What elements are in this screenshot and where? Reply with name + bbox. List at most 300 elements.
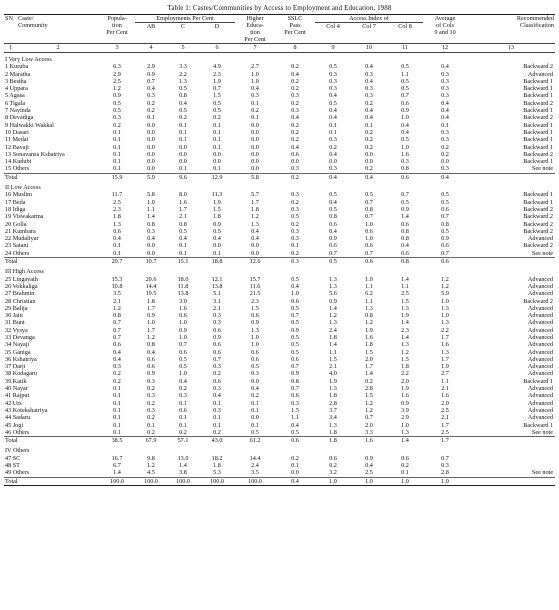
value-cell: 0.6 xyxy=(291,297,299,305)
value-cell: 1.8 xyxy=(365,341,373,349)
value-cell: 2.1 xyxy=(441,385,449,393)
value-cell: 1.3 xyxy=(441,304,449,312)
value-cell: 3.0 xyxy=(179,297,187,305)
value-cell: 0.4 xyxy=(401,242,409,250)
value-cell: 0.9 xyxy=(113,92,121,100)
value-cell: 0.4 xyxy=(441,107,449,115)
value-cell: 18.8 xyxy=(199,258,235,266)
value-cell: 0.0 xyxy=(147,136,155,144)
value-cell: 18.0 xyxy=(177,275,189,283)
value-cell: 1.2 xyxy=(365,399,373,407)
caste-name-cell: 26 Vokkaliga xyxy=(5,282,38,290)
value-cell: 0.1 xyxy=(213,165,221,173)
value-cell: 2.5 xyxy=(113,198,121,206)
classification-cell: Backward 1 xyxy=(523,158,554,166)
value-cell: 0.2 xyxy=(291,249,299,257)
caste-name-cell: 45 Jogi xyxy=(5,421,24,429)
value-cell: 0.7 xyxy=(213,85,221,93)
value-cell: 0.5 xyxy=(365,191,373,199)
table-row xyxy=(4,305,555,312)
value-cell: 0.4 xyxy=(291,143,299,151)
caste-name-cell: Total xyxy=(4,258,99,266)
value-cell: 1.0 xyxy=(401,143,409,151)
value-cell: 1.9 xyxy=(213,77,221,85)
value-cell: 1.5 xyxy=(365,392,373,400)
value-cell: 0.1 xyxy=(213,421,221,429)
value-cell: 0.4 xyxy=(365,462,373,470)
classification-cell: Advanced xyxy=(527,392,554,400)
value-cell: 1.3 xyxy=(365,304,373,312)
header-average-line: 9 and 10 xyxy=(434,29,456,36)
value-cell: 0.6 xyxy=(423,258,467,266)
table-header xyxy=(4,15,555,44)
header-access-group: Access Index of xyxy=(315,15,423,23)
column-number: 1 xyxy=(4,44,17,53)
value-cell: 0.2 xyxy=(179,428,187,436)
value-cell: 0.3 xyxy=(147,227,155,235)
value-cell: 0.0 xyxy=(251,143,259,151)
value-cell: 0.5 xyxy=(291,213,299,221)
value-cell: 0.4 xyxy=(423,173,467,181)
value-cell: 0.1 xyxy=(291,242,299,250)
value-cell: 0.2 xyxy=(291,77,299,85)
value-cell: 0.1 xyxy=(401,469,409,477)
value-cell: 5.3 xyxy=(213,469,221,477)
value-cell: 1.3 xyxy=(329,421,337,429)
value-cell: 2.2 xyxy=(441,326,449,334)
table-row xyxy=(4,250,555,258)
value-cell: 0.1 xyxy=(113,385,121,393)
value-cell: 1.2 xyxy=(113,85,121,93)
value-cell: 5.7 xyxy=(251,191,259,199)
value-cell: 0.3 xyxy=(329,165,337,173)
table-row xyxy=(4,100,555,107)
value-cell: 0.9 xyxy=(179,326,187,334)
value-cell: 1.7 xyxy=(441,421,449,429)
classification-cell: Backward 2 xyxy=(523,227,554,235)
value-cell: 0.3 xyxy=(441,462,449,470)
value-cell: 2.0 xyxy=(441,399,449,407)
value-cell: 1.5 xyxy=(401,297,409,305)
total-row xyxy=(4,437,555,445)
value-cell: 1.8 xyxy=(251,205,259,213)
value-cell: 0.2 xyxy=(365,128,373,136)
value-cell: 1.3 xyxy=(401,304,409,312)
value-cell: 0.5 xyxy=(251,428,259,436)
table-row xyxy=(4,235,555,242)
value-cell: 3.7 xyxy=(329,406,337,414)
value-cell: 0.9 xyxy=(401,205,409,213)
table-row xyxy=(4,327,555,334)
caste-name-cell: 30 Jain xyxy=(5,312,23,320)
value-cell: 0.1 xyxy=(213,121,221,129)
value-cell: 0.3 xyxy=(213,385,221,393)
value-cell: 12.1 xyxy=(211,275,223,283)
value-cell: 0.3 xyxy=(147,406,155,414)
classification-cell: Advanced xyxy=(527,399,554,407)
value-cell: 3.8 xyxy=(179,469,187,477)
value-cell: 0.4 xyxy=(113,355,121,363)
header-sslc-line: Per Cent xyxy=(284,29,306,36)
classification-cell: Backward 2 xyxy=(523,205,554,213)
value-cell: 0.3 xyxy=(213,312,221,320)
value-cell: 1.1 xyxy=(401,70,409,78)
value-cell: 0.1 xyxy=(147,421,155,429)
value-cell: 1.5 xyxy=(213,205,221,213)
header-population-line: Per Cent xyxy=(106,29,128,36)
value-cell: 0.1 xyxy=(251,99,259,107)
value-cell: 2.5 xyxy=(365,469,373,477)
section-heading-row xyxy=(4,53,555,64)
value-cell: 1.8 xyxy=(329,333,337,341)
value-cell: 15.3 xyxy=(111,275,123,283)
value-cell: 0.0 xyxy=(251,242,259,250)
value-cell: 0.9 xyxy=(291,326,299,334)
caste-name-cell: 33 Devanga xyxy=(5,333,35,341)
value-cell: 0.1 xyxy=(329,121,337,129)
caste-name-cell: 10 Dasari xyxy=(5,128,29,136)
value-cell: 1.3 xyxy=(179,77,187,85)
value-cell: 1.3 xyxy=(329,275,337,283)
value-cell: 0.9 xyxy=(147,370,155,378)
value-cell: 0.3 xyxy=(251,92,259,100)
value-cell: 0.6 xyxy=(401,454,409,462)
value-cell: 0.6 xyxy=(329,242,337,250)
value-cell: 1.4 xyxy=(329,341,337,349)
value-cell: 0.0 xyxy=(365,158,373,166)
value-cell: 0.4 xyxy=(365,77,373,85)
section-heading: I Very Low Access xyxy=(5,56,52,63)
column-number: 12 xyxy=(423,44,467,53)
value-cell: 1.0 xyxy=(365,220,373,228)
value-cell: 0.8 xyxy=(365,312,373,320)
value-cell: 0.4 xyxy=(351,173,387,181)
value-cell: 1.7 xyxy=(179,205,187,213)
value-cell: 0.2 xyxy=(365,165,373,173)
value-cell: 0.5 xyxy=(329,99,337,107)
value-cell: 2.7 xyxy=(441,370,449,378)
value-cell: 0.4 xyxy=(291,70,299,78)
value-cell: 0.2 xyxy=(213,370,221,378)
value-cell: 0.4 xyxy=(251,235,259,243)
value-cell: 0.6 xyxy=(441,205,449,213)
classification-cell: Backward 1 xyxy=(523,191,554,199)
value-cell: 0.1 xyxy=(179,421,187,429)
classification-cell: Advanced xyxy=(527,304,554,312)
caste-name-cell: 4 Uppara xyxy=(5,85,28,93)
value-cell: 0.0 xyxy=(251,158,259,166)
value-cell: 1.6 xyxy=(441,392,449,400)
value-cell: 0.1 xyxy=(179,136,187,144)
value-cell: 100.0 xyxy=(99,477,135,485)
value-cell: 61.2 xyxy=(235,437,275,445)
value-cell: 0.6 xyxy=(351,258,387,266)
value-cell: 3.9 xyxy=(401,406,409,414)
caste-name-cell: 2 Maratha xyxy=(5,70,31,78)
value-cell: 13.0 xyxy=(177,454,189,462)
classification-cell: Backward 2 xyxy=(523,99,554,107)
value-cell: 2.3 xyxy=(401,326,409,334)
value-cell: 0.1 xyxy=(179,128,187,136)
value-cell: 1.4 xyxy=(401,333,409,341)
classification-cell: Backward 2 xyxy=(523,63,554,71)
caste-name-cell: 23 Satani xyxy=(5,242,29,250)
table-row xyxy=(4,114,555,121)
value-cell: 0.1 xyxy=(213,143,221,151)
value-cell: 0.2 xyxy=(441,150,449,158)
value-cell: 5.1 xyxy=(213,290,221,298)
caste-name-cell: 49 Others xyxy=(5,469,30,477)
header-caste-line: Caste/ xyxy=(18,15,34,22)
value-cell: 0.0 xyxy=(147,121,155,129)
value-cell: 0.1 xyxy=(113,421,121,429)
value-cell: 0.5 xyxy=(329,191,337,199)
value-cell: 0.4 xyxy=(147,235,155,243)
caste-name-cell: 22 Mudaliyar xyxy=(5,235,39,243)
value-cell: 1.6 xyxy=(441,341,449,349)
classification-cell: Backward 1 xyxy=(523,421,554,429)
value-cell: 1.8 xyxy=(147,297,155,305)
caste-name-cell: 44 Sadaru xyxy=(5,414,30,422)
table-row xyxy=(4,63,555,70)
value-cell: 1.0 xyxy=(147,198,155,206)
header-recommended xyxy=(467,15,555,44)
header-access-col8: Col 8 xyxy=(398,23,412,30)
value-cell: 0.2 xyxy=(113,370,121,378)
header-higher-line: Educa- xyxy=(246,22,264,29)
caste-access-table xyxy=(4,14,555,487)
value-cell: 1.0 xyxy=(365,235,373,243)
caste-name-cell: 8 Devadiga xyxy=(5,114,34,122)
value-cell: 0.4 xyxy=(291,114,299,122)
value-cell: 8.0 xyxy=(179,191,187,199)
classification-cell xyxy=(467,455,555,462)
value-cell: 0.0 xyxy=(251,128,259,136)
value-cell: 1.9 xyxy=(401,385,409,393)
value-cell: 2.5 xyxy=(113,77,121,85)
value-cell: 0.4 xyxy=(275,477,315,485)
classification-cell: Advanced xyxy=(527,235,554,243)
value-cell: 1.6 xyxy=(401,392,409,400)
value-cell: 1.8 xyxy=(315,437,351,445)
value-cell: 0.6 xyxy=(179,406,187,414)
value-cell: 0.4 xyxy=(441,99,449,107)
value-cell: 1.4 xyxy=(401,213,409,221)
value-cell: 6.7 xyxy=(113,462,121,470)
value-cell: 0.4 xyxy=(441,114,449,122)
value-cell: 0.4 xyxy=(251,85,259,93)
value-cell: 0.3 xyxy=(213,363,221,371)
table-row xyxy=(4,400,555,407)
value-cell: 0.6 xyxy=(113,341,121,349)
value-cell: 0.5 xyxy=(291,428,299,436)
classification-cell: Advanced xyxy=(527,290,554,298)
column-number: 5 xyxy=(167,44,199,53)
value-cell: 0.3 xyxy=(441,128,449,136)
caste-name-cell: 29 Balija xyxy=(5,304,28,312)
value-cell: 100.0 xyxy=(235,477,275,485)
value-cell: 10.7 xyxy=(135,258,167,266)
classification-cell: Advanced xyxy=(527,312,554,320)
value-cell: 0.6 xyxy=(401,220,409,228)
classification-cell xyxy=(467,462,555,469)
value-cell: 0.9 xyxy=(441,235,449,243)
value-cell: 0.0 xyxy=(213,158,221,166)
value-cell: 1.9 xyxy=(213,198,221,206)
value-cell: 0.4 xyxy=(329,227,337,235)
caste-name-cell: 18 Idiga xyxy=(5,205,26,213)
caste-name-cell: 16 Muslim xyxy=(5,191,32,199)
value-cell: 1.5 xyxy=(365,348,373,356)
classification-cell: Advanced xyxy=(527,282,554,290)
header-sn: SN xyxy=(4,15,17,44)
section-heading: III High Access xyxy=(5,268,44,276)
value-cell: 0.5 xyxy=(179,107,187,115)
value-cell: 20.6 xyxy=(145,275,157,283)
value-cell: 2.9 xyxy=(113,70,121,78)
header-access-col4: Col 4 xyxy=(326,23,340,30)
value-cell: 0.5 xyxy=(329,63,337,71)
value-cell: 0.4 xyxy=(315,173,351,181)
value-cell: 1.0 xyxy=(351,477,387,485)
caste-name-cell: 28 Christian xyxy=(5,297,36,305)
value-cell: 0.5 xyxy=(213,227,221,235)
classification-cell: Backward 1 xyxy=(523,198,554,206)
table-row xyxy=(4,356,555,363)
table-row xyxy=(4,455,555,462)
value-cell: 0.2 xyxy=(329,462,337,470)
value-cell: 0.1 xyxy=(291,462,299,470)
value-cell: 1.0 xyxy=(147,319,155,327)
value-cell: 0.5 xyxy=(329,205,337,213)
value-cell: 1.3 xyxy=(329,319,337,327)
value-cell: 3.5 xyxy=(251,469,259,477)
value-cell: 1.0 xyxy=(179,333,187,341)
value-cell: 0.7 xyxy=(365,198,373,206)
value-cell: 0.0 xyxy=(147,165,155,173)
table-row xyxy=(4,144,555,151)
value-cell: 0.0 xyxy=(213,150,221,158)
value-cell: 1.8 xyxy=(329,428,337,436)
table-row xyxy=(4,392,555,399)
value-cell: 1.0 xyxy=(179,319,187,327)
value-cell: 0.8 xyxy=(365,205,373,213)
value-cell: 0.5 xyxy=(401,85,409,93)
value-cell: 0.3 xyxy=(329,85,337,93)
value-cell: 1.8 xyxy=(401,363,409,371)
value-cell: 2.3 xyxy=(251,297,259,305)
table-row xyxy=(4,378,555,385)
value-cell: 0.1 xyxy=(113,143,121,151)
total-row xyxy=(4,173,555,181)
value-cell: 0.7 xyxy=(365,414,373,422)
value-cell: 0.1 xyxy=(251,399,259,407)
value-cell: 1.2 xyxy=(365,319,373,327)
value-cell: 0.6 xyxy=(147,355,155,363)
value-cell: 1.3 xyxy=(329,385,337,393)
value-cell: 0.1 xyxy=(179,165,187,173)
table-row xyxy=(4,206,555,213)
value-cell: 1.0 xyxy=(251,341,259,349)
value-cell: 0.4 xyxy=(147,348,155,356)
value-cell: 0.1 xyxy=(251,421,259,429)
classification-cell xyxy=(467,173,555,181)
caste-name-cell: 41 Rajput xyxy=(5,392,30,400)
value-cell: 0.3 xyxy=(291,92,299,100)
value-cell: 0.1 xyxy=(251,114,259,122)
value-cell: 0.4 xyxy=(179,377,187,385)
classification-cell: Advanced xyxy=(527,348,554,356)
value-cell: 0.0 xyxy=(147,242,155,250)
table-row xyxy=(4,385,555,392)
value-cell: 1.7 xyxy=(423,437,467,445)
value-cell: 0.3 xyxy=(291,107,299,115)
value-cell: 0.3 xyxy=(329,70,337,78)
value-cell: 0.6 xyxy=(213,326,221,334)
value-cell: 2.1 xyxy=(329,363,337,371)
table-body xyxy=(4,44,555,486)
value-cell: 0.1 xyxy=(113,128,121,136)
value-cell: 57.1 xyxy=(167,437,199,445)
value-cell: 1.1 xyxy=(401,282,409,290)
value-cell: 0.8 xyxy=(401,235,409,243)
value-cell: 0.4 xyxy=(365,114,373,122)
value-cell: 0.1 xyxy=(147,114,155,122)
classification-cell: Advanced xyxy=(527,355,554,363)
header-average-line: of Cols xyxy=(435,22,455,29)
value-cell: 0.4 xyxy=(179,235,187,243)
value-cell: 0.2 xyxy=(365,377,373,385)
caste-name-cell: 27 Brahmin xyxy=(5,290,35,298)
table-row xyxy=(4,107,555,114)
value-cell: 1.2 xyxy=(365,406,373,414)
table-row xyxy=(4,422,555,429)
value-cell: 0.6 xyxy=(365,242,373,250)
value-cell: 0.2 xyxy=(291,220,299,228)
value-cell: 1.0 xyxy=(179,370,187,378)
value-cell: 0.3 xyxy=(291,165,299,173)
value-cell: 1.2 xyxy=(251,213,259,221)
value-cell: 10.8 xyxy=(111,282,123,290)
value-cell: 2.0 xyxy=(401,377,409,385)
value-cell: 1.7 xyxy=(147,326,155,334)
value-cell: 0.7 xyxy=(329,249,337,257)
classification-cell: Backward 1 xyxy=(523,85,554,93)
value-cell: 0.5 xyxy=(291,304,299,312)
header-higher-line: Per Cent xyxy=(244,36,266,43)
column-number: 9 xyxy=(315,44,351,53)
value-cell: 0.7 xyxy=(365,249,373,257)
value-cell: 2.9 xyxy=(147,63,155,71)
value-cell: 0.3 xyxy=(329,77,337,85)
value-cell: 0.2 xyxy=(179,114,187,122)
table-row xyxy=(4,158,555,165)
value-cell: 0.4 xyxy=(329,198,337,206)
value-cell: 1.8 xyxy=(213,462,221,470)
value-cell: 1.2 xyxy=(441,282,449,290)
classification-cell: Backward 2 xyxy=(523,213,554,221)
value-cell: 0.9 xyxy=(213,220,221,228)
value-cell: 11.6 xyxy=(249,282,261,290)
value-cell: 0.6 xyxy=(213,348,221,356)
classification-cell: See note xyxy=(531,165,554,173)
value-cell: 1.3 xyxy=(401,341,409,349)
value-cell: 0.2 xyxy=(113,377,121,385)
value-cell: 0.2 xyxy=(291,136,299,144)
value-cell: 0.0 xyxy=(147,150,155,158)
value-cell: 0.1 xyxy=(113,392,121,400)
classification-cell: Backward 2 xyxy=(523,114,554,122)
